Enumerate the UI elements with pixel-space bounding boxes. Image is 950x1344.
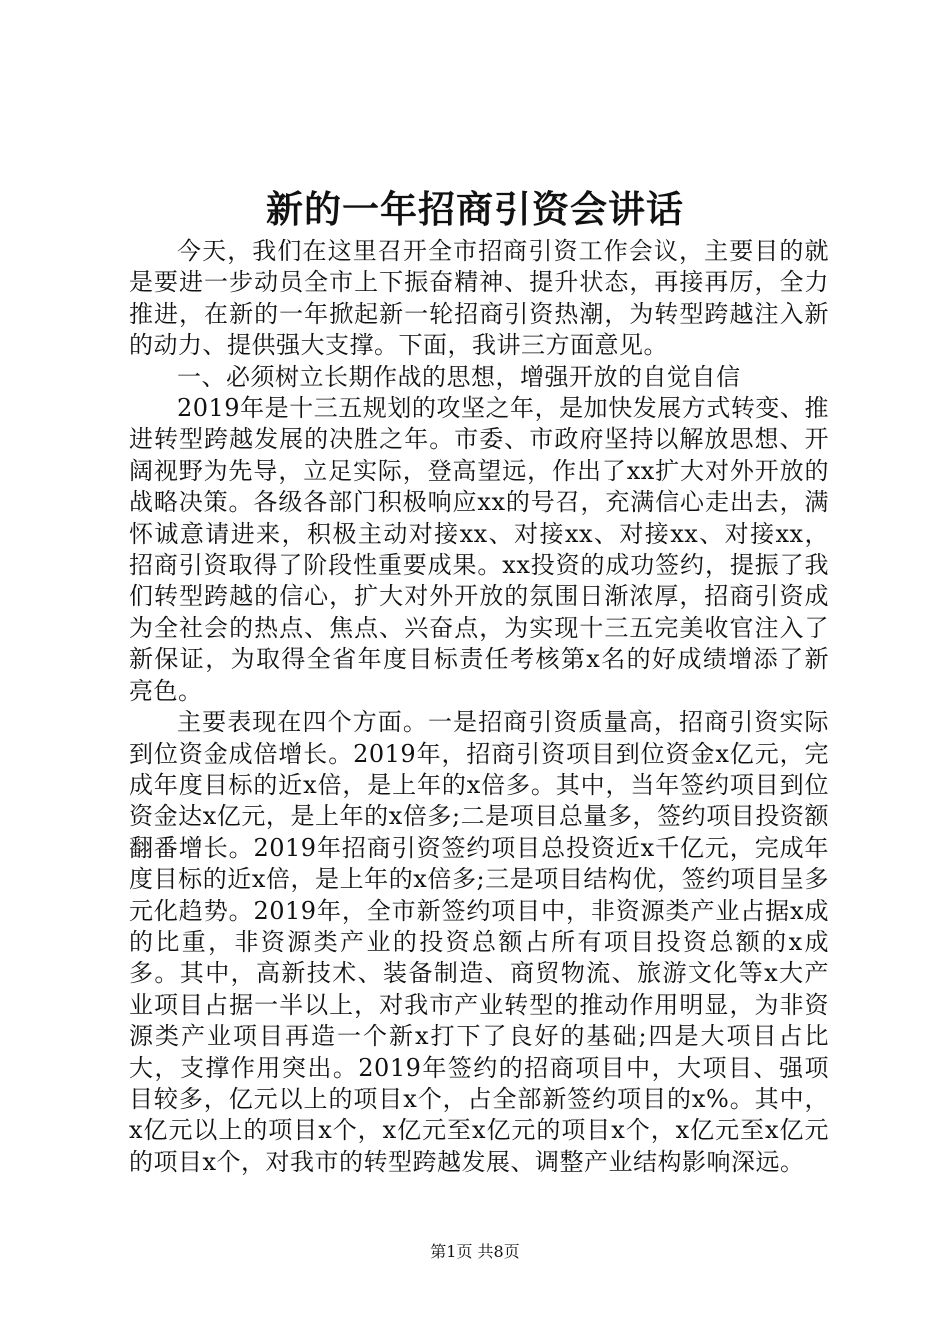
- paragraph-intro: 今天，我们在这里召开全市招商引资工作会议，主要目的就是要进一步动员全市上下振奋精神、提升状态，再接再厉，全力推进，在新的一年掀起新一轮招商引资热潮，为转型跨越注入新的动力、提供强大支撑。下面，我讲三方面意见。: [129, 237, 829, 360]
- document-body: [129, 236, 829, 1178]
- paragraph-achievements: 2019年是十三五规划的攻坚之年，是加快发展方式转变、推进转型跨越发展的决胜之年。市委、市政府坚持以解放思想、开阔视野为先导，立足实际，登高望远，作出了xx扩大对外开放的战略决策。各级各部门积极响应xx的号召，充满信心走出去，满怀诚意请进来，积极主动对接xx、对接xx、对接xx、对接xx，招商引资取得了阶段性重要成果。xx投资的成功签约，提振了我们转型跨越的信心，扩大对外开放的氛围日渐浓厚，招商引资成为全社会的热点、焦点、兴奋点，为实现十三五完美收官注入了新保证，为取得全省年度目标责任考核第x名的好成绩增添了新亮色。: [129, 394, 829, 705]
- section-heading-1: 一、必须树立长期作战的思想，增强开放的自觉自信: [177, 362, 741, 391]
- page-footer: 第1页 共8页: [430, 1242, 520, 1261]
- paragraph-four-aspects: 主要表现在四个方面。一是招商引资质量高，招商引资实际到位资金成倍增长。2019年，招商引资项目到位资金x亿元，完成年度目标的近x倍，是上年的x倍多。其中，当年签约项目到位资金达x亿元，是上年的x倍多;二是项目总量多，签约项目投资额翻番增长。2019年招商引资签约项目总投资近x千亿元，完成年度目标的近x倍，是上年的x倍多;三是项目结构优，签约项目呈多元化趋势。2019年，全市新签约项目中，非资源类产业占据x成的比重，非资源类产业的投资总额占所有项目投资总额的x成多。其中，高新技术、装备制造、商贸物流、旅游文化等x大产业项目占据一半以上，对我市产业转型的推动作用明显，为非资源类产业项目再造一个新x打下了良好的基础;四是大项目占比大，支撑作用突出。2019年签约的招商项目中，大项目、强项目较多，亿元以上的项目x个，占全部新签约项目的x%。其中，x亿元以上的项目x个，x亿元至x亿元的项目x个，x亿元至x亿元的项目x个，对我市的转型跨越发展、调整产业结构影响深远。: [129, 708, 829, 1176]
- document-title: 新的一年招商引资会讲话: [266, 187, 684, 231]
